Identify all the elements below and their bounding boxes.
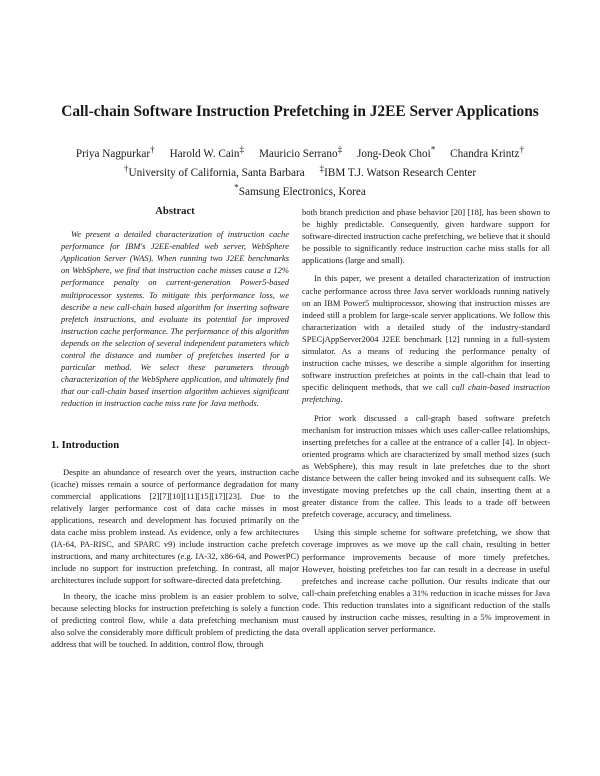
paragraph: Prior work discussed a call-graph based software prefetch mechanism for instruction misses which uses caller-callee relationships, inserting prefetches for a callee at the entrance of a caller [4]. In object-oriented programs which are characterized by small method sizes (such as WebSphere), this may result in late prefetches due to the short distance between the caller being invoked and its subsequent calls. We investigate moving prefetches up the call chain, inserting them at a greater distance from the callee. This leads to a trade off between prefetch coverage, accuracy, and timeliness. bbox=[302, 412, 550, 520]
author: Chandra Krintz† bbox=[450, 145, 525, 160]
affiliation-line bbox=[40, 181, 560, 200]
author: Mauricio Serrano‡ bbox=[258, 145, 343, 160]
paragraph: In this paper, we present a detailed characterization of instruction cache performance across three Java server workloads running natively on an IBM Power5 multiprocessor, showing that instruction misses are indeed still a problem for large-scale server applications. We follow this characterization with a detailed study of the industry-standard SPECjAppServer2004 J2EE benchmark [12] running in a full-system simulator. As a means of reducing the performance penalty of instruction cache misses, we describe a simple algorithm for inserting software instruction prefetches at points in the call-chain that lead to specific delinquent methods, that we call call chain-based instruction prefetching. bbox=[302, 273, 550, 405]
author: Priya Nagpurkar† bbox=[75, 145, 155, 160]
affiliation: *Samsung Electronics, Korea bbox=[234, 183, 366, 199]
term: call chain-based instruction prefetching bbox=[302, 382, 550, 405]
author: Jong-Deok Choi* bbox=[357, 145, 436, 160]
paper-title: Call-chain Software Instruction Prefetching in J2EE Server Applications bbox=[61, 103, 539, 120]
author-block bbox=[40, 143, 560, 201]
abstract-heading: Abstract bbox=[155, 206, 195, 217]
author-line bbox=[40, 143, 560, 162]
author: Harold W. Cain‡ bbox=[169, 145, 245, 160]
right-column bbox=[302, 206, 550, 635]
paragraph: both branch prediction and phase behavior [20] [18], has been shown to be highly predictable. Consequently, given hardware support for software-directed instruction cache prefetching, we believe that it should be possible to significantly reduce instruction cache miss stalls for all applications (large and small). bbox=[302, 207, 550, 266]
left-column bbox=[51, 206, 299, 650]
abstract-section bbox=[51, 206, 299, 410]
paragraph: Despite an abundance of research over the years, instruction cache (icache) misses remain a source of performance degradation for many commercial applications [2][7][10][11][15][17][23]. Due to the relatively larger performance cost of data cache misses in most applications, research and development has focused primarily on the data cache miss problem instead. As evidence, only a few architectures (IA-64, PA-RISC, and SPARC v9) include instruction cache prefetch instructions, and many architectures (e.g. IA-32, x86-64, and PowerPC) include no support for instruction prefetching. In contrast, all major architectures include support for software-directed data prefetching. bbox=[51, 466, 299, 586]
affiliation-line bbox=[40, 162, 560, 181]
paragraph: Using this simple scheme for software prefetching, we show that coverage improves as we move up the call chain, resulting in better performance improvements because of more timely prefetches. However, hoisting prefetches too far can result in a decrease in useful prefetches and increase cache pollution. Our results indicate that our call-chain prefetching enables a 31% reduction in icache misses for Java code. This reduction translates into a significant reduction of the stalls caused by instruction cache misses, resulting in a 5% improvement in overall application server performance. bbox=[302, 527, 550, 635]
abstract-text: We present a detailed characterization of instruction cache performance for IBM's J2EE-enabled web server, WebSphere Application Server (WAS). When running two J2EE benchmarks on WebSphere, we find that instruction cache misses cause a 12% performance penalty on current-generation Power5-based multiprocessor systems. To mitigate this performance loss, we describe a new call-chain based algorithm for inserting software prefetch instructions, and evaluate its potential for improved instruction cache performance. The performance of this algorithm depends on the selection of several independent parameters which control the distance and number of prefetches inserted for a particular method. We select these parameters through characterization of the WebSphere application, and ultimately find that our call-chain based insertion algorithm achieves significant reduction in instruction cache miss rate for Java methods. bbox=[61, 229, 289, 409]
section-heading: 1. Introduction bbox=[51, 439, 120, 451]
affiliation: †University of California, Santa Barbara bbox=[123, 164, 305, 179]
paragraph: In theory, the icache miss problem is an easier problem to solve, because selecting blocks for instruction prefetching is solely a function of predicting control flow, while a data prefetching mechanism must also solve the considerably more difficult problem of predicting the data address that will be touched. In addition, control flow, through bbox=[51, 590, 299, 649]
affiliation: ‡IBM T.J. Watson Research Center bbox=[319, 164, 477, 179]
